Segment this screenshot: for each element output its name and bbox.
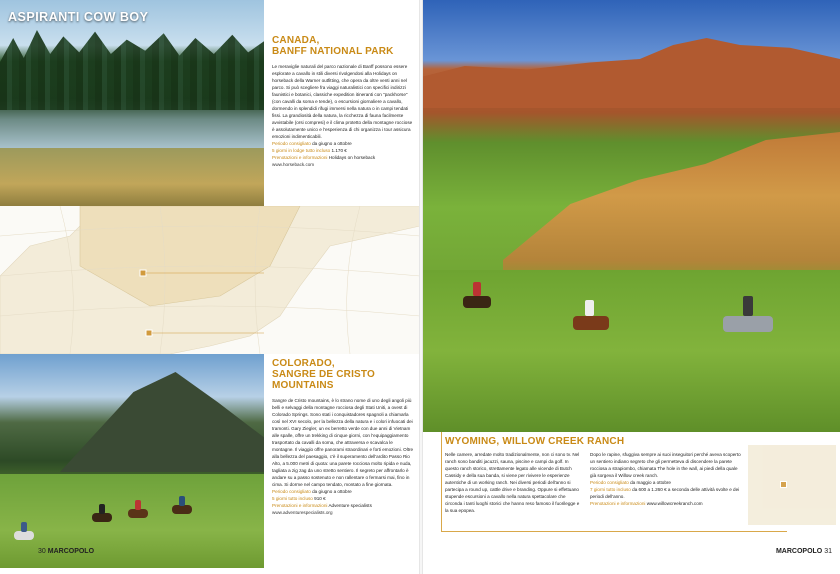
canada-body: Le meraviglie naturali del parco nazionale di Banff possono essere esplorate a cavallo in stili diversi rivolgendosi alla Holidays on horseback della Warner outfitting, che opera da oltre venti anni nel parco. Si può scegliere fra viaggi naturalistici con specifici indirizzi faunistici e botanici, classiche expedition itineranti con "packhorse" (con cavalli da soma e tende), o escursioni giornaliere a cavallo, dormendo in splendidi rifugi immersi nella natura o in campi tendati fissi. La grandiosità della natura, la ricchezza di fauna facilmente avvistabile (orsi compresi) e il clima protetto della montagne rocciose è assolutamente unico e l'esperienza di chi organizza i tour assicura emozioni indimenticabili. [272,64,413,139]
canada-title-line2: BANFF NATIONAL PARK [272,46,394,57]
period-value: da maggio a ottobre [630,480,671,485]
colorado-period [272,488,414,495]
rider [14,522,34,540]
wyoming-body-1: Nelle camere, arredate molto tradizionalmente, non ci sono tv. Nel ranch sono banditi jacuzzi, sauna, piscine e campi da golf. In questo ranch storico, strettamente legato alle vicende di Butch Cassidy e della sua banda, si viene per rivivere le esperienze autentiche di un working ranch. Nei diversi periodi dell'anno si partecipa a round up, cattle drive e branding. Oppure si effettuano stupende escursioni a cavallo nella natura spettacolare che circonda i tanti luoghi storici che hanno reso famoso il fuorilegge e la sua epopea. [445,452,580,513]
banff-marker [140,270,146,276]
booking-value: Adventure specialists [328,503,372,508]
rider [92,504,112,522]
page-number-left: 30 [38,548,46,555]
rider [172,496,192,514]
booking-value: www.willowcreekranch.com [646,501,703,506]
price-label: 5 giorni in lodge tutto incluso [272,148,331,153]
photo-wyoming-ranch [423,0,840,432]
booking-value: Holidays on horseback [328,155,376,160]
canada-title [272,35,414,57]
photo-banff-lake [0,0,264,206]
rider [128,500,148,518]
ochre-hill [503,132,840,292]
lake-shore [0,148,264,206]
colorado-title [272,358,414,391]
period-value: da giugno a ottobre [312,489,352,494]
brand-right: MARCOPOLO [775,548,823,555]
wyoming-column-2 [590,451,742,507]
north-america-map [0,206,420,354]
mountain-peak [60,372,264,472]
booking-label: Prenotazioni e informazioni [590,501,646,506]
wyoming-title: WYOMING, WILLOW CREEK RANCH [445,436,625,447]
price-value: 910 € [314,496,326,501]
wyoming-booking [590,500,742,507]
forest-treeline [0,30,264,110]
section-banner: ASPIRANTI COW BOY [8,10,149,24]
wyoming-marker [780,481,787,488]
canada-title-line1: CANADA, [272,35,320,46]
canada-period [272,140,414,147]
canada-price [272,147,414,154]
price-label: 5 giorni tutto incluso [272,496,313,501]
colorado-body: Sangre de Cristo mountains, è lo strano nome di uno degli angoli più belli e selvaggi della montagne rocciosa degli Stati Uniti, a ovest di Colorado Springs. Sono stati i conquistadores spagnoli a chiamarla così nel XVI secolo, per la bellezza della natura e i colori infuocati dei tramonti. Gary Ziegler, un ex berretto verde con due anni di Vietnam alle spalle, offre un trekking di cinque giorni, con l'equipaggiamento trasportato da cavalli da soma, che attraversa e scavalca le montagne. Il viaggio offre panorami straordinari e forti emozioni. Oltre alla bellezza del paesaggio, c'è il superamento dell'ardito Passo Rio Alto, a 5.000 metri di quota: una parete rocciosa molto ripida e nuda, tagliata a zig zag da uno stretto sentiero. Il segreto per affrontarlo è andare su a passo sostenuto e non rallentare o fermarsi mai, fino in cima. Si dorme nel campo tendato, montato a fine giornata. [272,398,414,487]
rider [573,300,609,330]
price-label: 7 giorni tutto incluso [590,487,631,492]
red-butte [423,38,840,108]
brand-left: MARCOPOLO [47,548,95,555]
period-label: Periodo consigliato [272,489,311,494]
wyoming-price [590,486,742,500]
price-value: da 600 a 1.260 € a seconda delle attività svolte e dei periodi dell'anno. [590,487,740,499]
page-number-right: 31 [824,548,832,555]
period-value: da giugno a ottobre [312,141,352,146]
booking-label: Prenotazioni e informazioni [272,503,328,508]
folio-left [38,548,94,555]
wyoming-body-2: Dopo le rapine, sfuggiva sempre ai suoi inseguitori perché aveva scoperto un sentiero indiano segreto che gli permetteva di discendere la parete rocciosa a strapiombo, chiamata The hole in the wall, ai piedi della quale già sorgeva il Willow creek ranch. [590,452,741,478]
period-label: Periodo consigliato [272,141,311,146]
colorado-marker [146,330,152,336]
colorado-title-line1: COLORADO, [272,358,335,369]
wyoming-period [590,479,742,486]
photo-colorado-riders [0,354,264,568]
rider [723,296,773,332]
booking-label: Prenotazioni e informazioni [272,155,328,160]
colorado-website: www.adventurespecialists.org [272,510,333,515]
folio-right [776,548,832,555]
rider [463,282,491,308]
wyoming-column-1 [445,451,583,514]
period-label: Periodo consigliato [590,480,629,485]
colorado-booking [272,502,414,509]
colorado-title-line2: SANGRE DE CRISTO MOUNTAINS [272,369,376,391]
canada-booking [272,154,414,161]
price-value: 1.170 € [331,148,347,153]
canada-article [272,35,414,168]
wyoming-mini-map [748,445,836,525]
colorado-price [272,495,414,502]
map-illustration [0,206,420,354]
colorado-article [272,358,414,516]
canada-website: www.horseback.com [272,162,315,167]
